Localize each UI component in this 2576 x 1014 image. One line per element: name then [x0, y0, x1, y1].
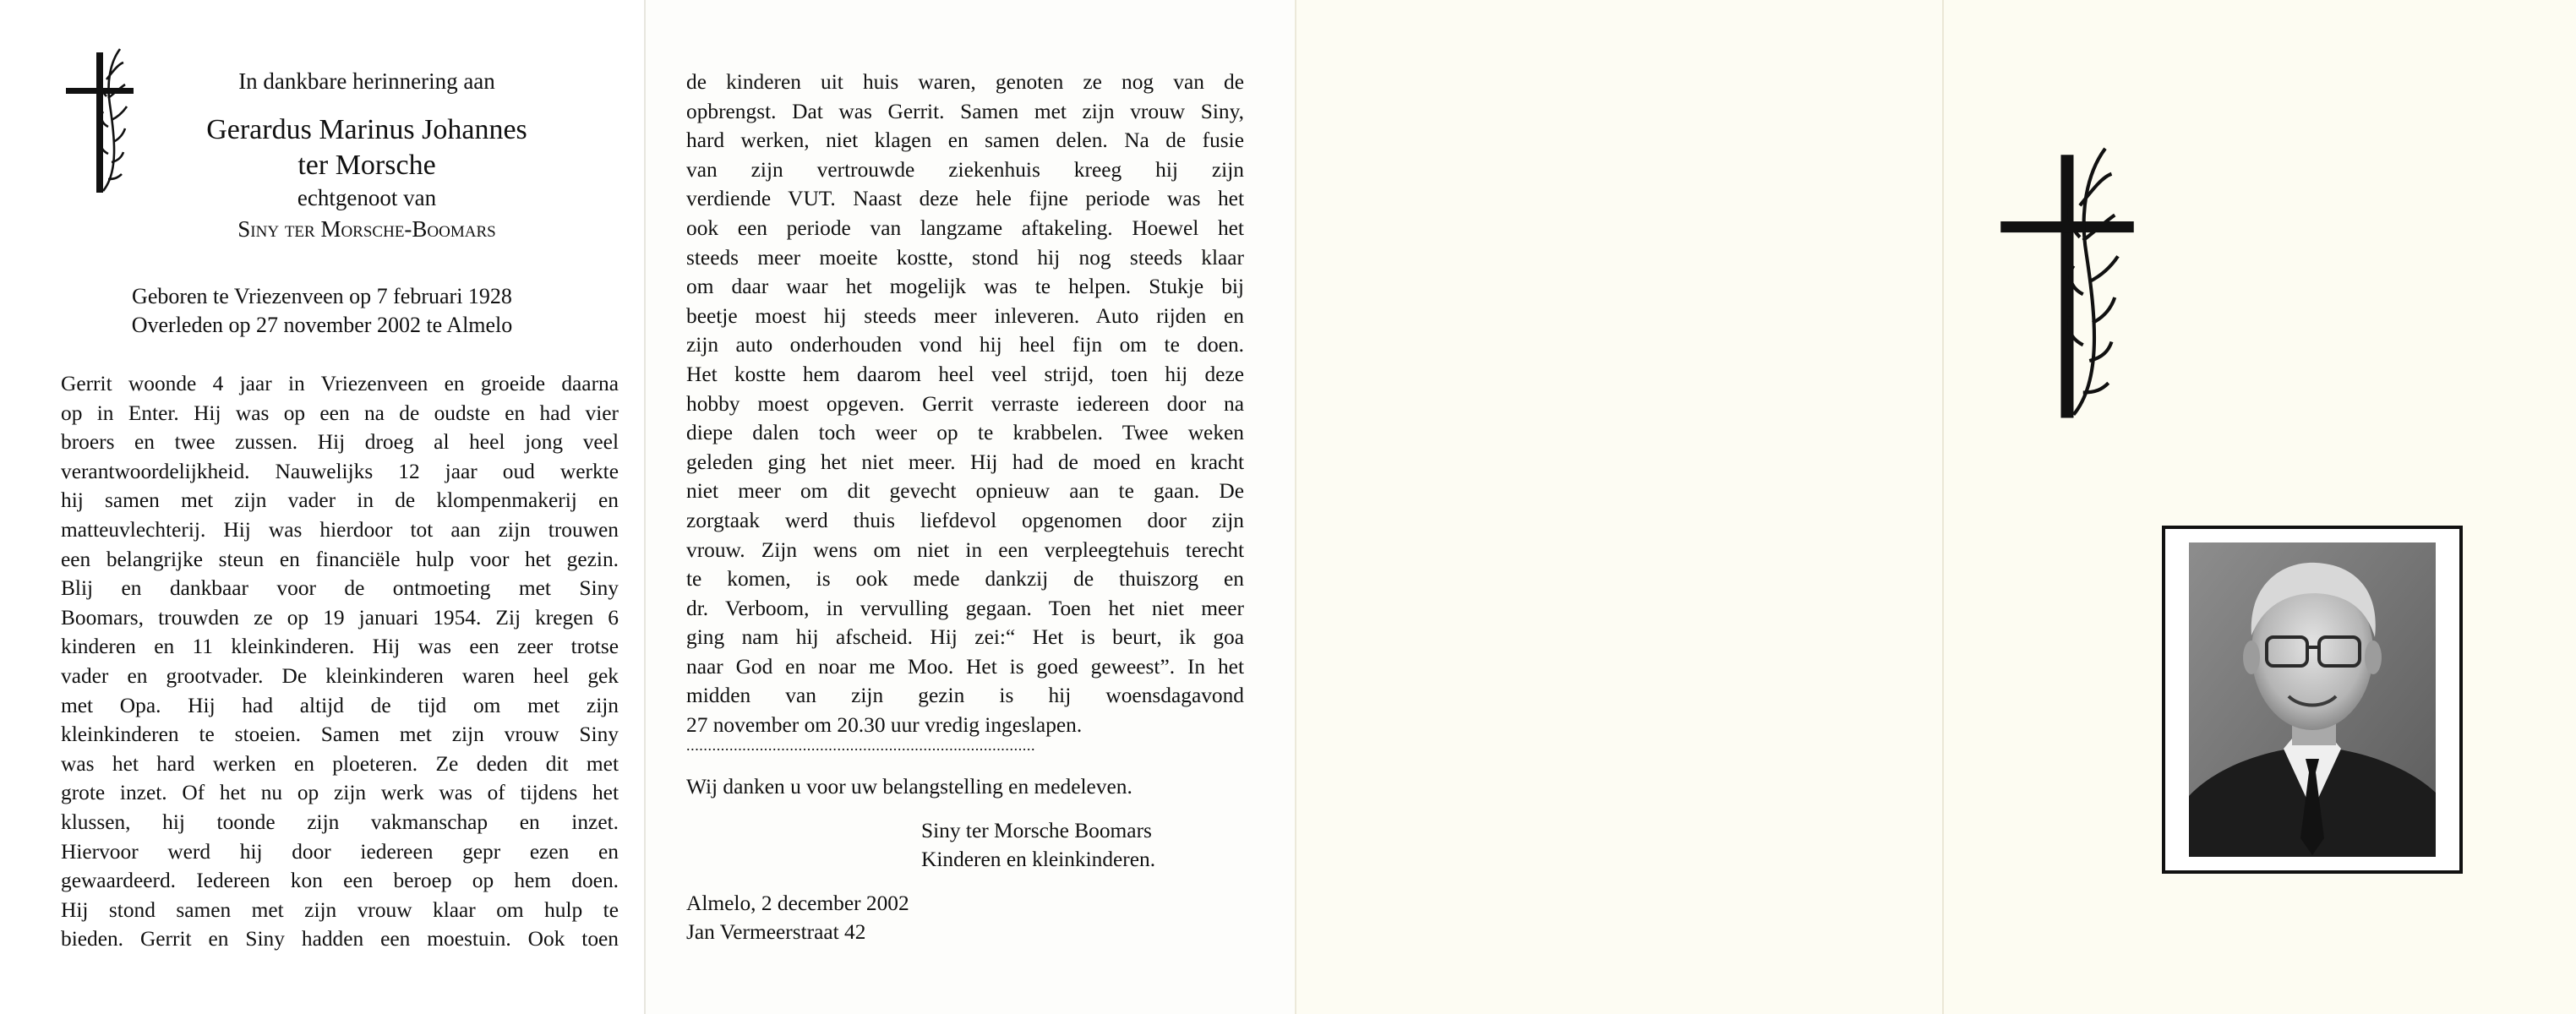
- portrait-photo: [2189, 542, 2436, 857]
- bio-line: diepe dalen toch weer op te krabbelen. Twee weken: [686, 421, 1244, 445]
- bio-line: opbrengst. Dat was Gerrit. Samen met zijn vrouw Siny,: [686, 99, 1244, 123]
- bio-line: geleden ging het niet meer. Hij had de moed en kracht: [686, 450, 1244, 474]
- bio-line: bieden. Gerrit en Siny hadden een moestuin. Ook toen: [61, 927, 619, 951]
- portrait-frame: [2162, 526, 2463, 874]
- bio-line: hard werken, niet klagen en samen delen. Na de fusie: [686, 128, 1244, 153]
- bio-line: 27 november om 20.30 uur vredig ingeslapen.: [686, 713, 1083, 738]
- bio-line: was het hard werken en ploeteren. Ze deden dit met: [61, 751, 619, 776]
- signature-line-2: Kinderen en kleinkinderen.: [921, 848, 1156, 871]
- cross-with-palm-icon: [59, 46, 140, 198]
- signature-line-1: Siny ter Morsche Boomars: [921, 819, 1152, 842]
- heading-block: [157, 64, 576, 245]
- bio-line: Het kostte hem daarom heel veel strijd, toen hij deze: [686, 362, 1244, 386]
- dotted-separator: .................................................................................: [686, 737, 1036, 754]
- bio-line: een belangrijke steun en financiële hulp voor het gezin.: [61, 547, 619, 571]
- died-line: Overleden op 27 november 2002 te Almelo: [131, 313, 513, 337]
- bio-line: de kinderen uit huis waren, genoten ze nog van de: [686, 70, 1244, 94]
- bio-line: dr. Verboom, in vervulling gegaan. Toen het niet meer: [686, 596, 1244, 620]
- card-panel-blank: [1295, 0, 1942, 1014]
- header-text: In dankbare herinnering aan: [238, 68, 495, 94]
- bio-line: Hij stond samen met zijn vrouw klaar om hulp te: [61, 897, 619, 922]
- bio-line: beetje moest hij steeds meer inleveren. Auto rijden en: [686, 303, 1244, 328]
- thanks-line: Wij danken u voor uw belangstelling en medeleven.: [686, 775, 1132, 799]
- bio-line: Boomars, trouwden ze op 19 januari 1954. Zij kregen 6: [61, 605, 619, 630]
- bio-line: te komen, is ook mede dankzij de thuiszorg en: [686, 567, 1244, 592]
- bio-line: niet meer om dit gevecht opnieuw aan te gaan. De: [686, 479, 1244, 504]
- biography-column-2: [686, 68, 1244, 740]
- bio-line: zijn auto onderhouden vond hij heel fijn om te doen.: [686, 333, 1244, 357]
- bio-line: hij samen met zijn vader in de klompenmakerij en: [61, 488, 619, 513]
- spouse-intro: echtgenoot van: [297, 185, 437, 210]
- bio-line: van zijn vertrouwde ziekenhuis kreeg hij zijn: [686, 157, 1244, 182]
- bio-line: op in Enter. Hij was op een na de oudste en had vier: [61, 401, 619, 425]
- bio-line: steeds meer moeite kostte, stond hij nog steeds klaar: [686, 245, 1244, 270]
- bio-line: ook een periode van langzame aftakeling. Hoewel het: [686, 215, 1244, 240]
- card-panel-middle: [644, 0, 1295, 1014]
- bio-line: kinderen en 11 kleinkinderen. Hij was een zeer trotse: [61, 635, 619, 659]
- bio-line: met Opa. Hij had altijd de tijd om met zijn: [61, 693, 619, 717]
- bio-line: verdiende VUT. Naast deze hele fijne periode was het: [686, 187, 1244, 211]
- bio-line: kleinkinderen te stoeien. Samen met zijn vrouw Siny: [61, 722, 619, 747]
- cross-with-palm-icon: [1991, 139, 2143, 431]
- bio-line: naar God en noar me Moo. Het is goed geweest”. In het: [686, 654, 1244, 679]
- bio-line: hobby moest opgeven. Gerrit verraste iedereen door na: [686, 391, 1244, 416]
- bio-line: om daar waar het mogelijk was te helpen. Stukje bij: [686, 275, 1244, 299]
- place-date: Almelo, 2 december 2002: [686, 891, 909, 915]
- bio-line: broers en twee zussen. Hij droeg al heel jong veel: [61, 430, 619, 455]
- bio-line: matteuvlechterij. Hij was hierdoor tot aan zijn trouwen: [61, 517, 619, 542]
- bio-line: vader en grootvader. De kleinkinderen waren heel gek: [61, 663, 619, 688]
- deceased-name-line2: ter Morsche: [297, 150, 436, 181]
- bio-line: klussen, hij toonde zijn vakmanschap en inzet.: [61, 810, 619, 834]
- address: Jan Vermeerstraat 42: [686, 920, 866, 944]
- bio-line: gewaardeerd. Iedereen kon een beroep op hem doen.: [61, 869, 619, 893]
- bio-line: zorgtaak werd thuis liefdevol opgenomen door zijn: [686, 508, 1244, 532]
- spouse-name: Siny ter Morsche-Boomars: [237, 216, 496, 242]
- bio-line: vrouw. Zijn wens om niet in een verpleegtehuis terecht: [686, 537, 1244, 562]
- bio-line: grote inzet. Of het nu op zijn werk was of tijdens het: [61, 781, 619, 805]
- card-panel-left: [0, 0, 644, 1014]
- life-dates: [68, 282, 576, 340]
- bio-line: ging nam hij afscheid. Hij zei:“ Het is beurt, ik goa: [686, 625, 1244, 650]
- bio-line: Hiervoor werd hij door iedereen gepr ezen en: [61, 839, 619, 864]
- born-line: Geboren te Vriezenveen op 7 februari 1928: [132, 284, 512, 308]
- bio-line: midden van zijn gezin is hij woensdagavond: [686, 684, 1244, 708]
- deceased-name-line1: Gerardus Marinus Johannes: [206, 114, 527, 145]
- bio-line: verantwoordelijkheid. Nauwelijks 12 jaar oud werkte: [61, 459, 619, 483]
- bio-line: Gerrit woonde 4 jaar in Vriezenveen en groeide daarna: [61, 372, 619, 395]
- biography-column-1: [61, 369, 619, 954]
- bio-line: Blij en dankbaar voor de ontmoeting met Siny: [61, 576, 619, 601]
